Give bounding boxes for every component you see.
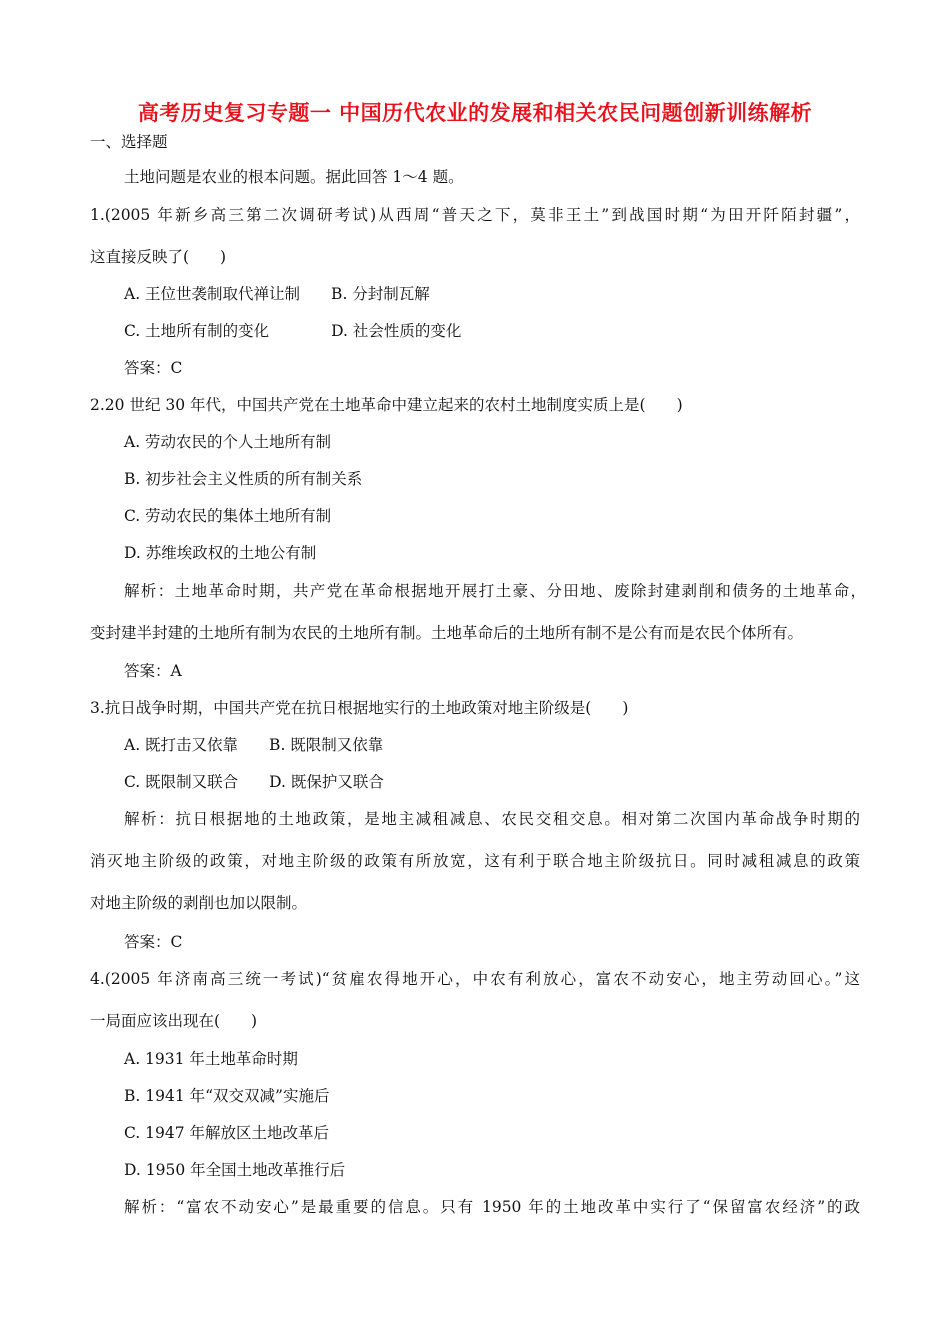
q2-explanation-line-1: 解析：土地革命时期，共产党在革命根据地开展打土豪、分田地、废除封建剥削和债务的土地革命， <box>124 582 866 600</box>
q2-option-d: D. 苏维埃政权的土地公有制 <box>124 544 317 562</box>
q3-stem-line-1: 3.抗日战争时期，中国共产党在抗日根据地实行的土地政策对地主阶级是( ) <box>90 699 629 717</box>
q3-options-row-1: A. 既打击又依靠 B. 既限制又依靠 <box>124 736 384 754</box>
q2-option-a: A. 劳动农民的个人土地所有制 <box>124 433 332 451</box>
q1-answer: 答案：C <box>124 359 183 377</box>
q3-answer: 答案：C <box>124 933 183 951</box>
q3-explanation-line-2: 消灭地主阶级的政策，对地主阶级的政策有所放宽，这有利于联合地主阶级抗日。同时减租减息的政策 <box>90 852 860 870</box>
q4-option-b: B. 1941 年“双交双减”实施后 <box>124 1087 330 1105</box>
document-title: 高考历史复习专题一 中国历代农业的发展和相关农民问题创新训练解析 <box>137 101 813 125</box>
q4-option-c: C. 1947 年解放区土地改革后 <box>124 1124 330 1142</box>
q4-option-a: A. 1931 年土地革命时期 <box>124 1050 298 1068</box>
q2-option-c: C. 劳动农民的集体土地所有制 <box>124 507 332 525</box>
intro-text: 土地问题是农业的根本问题。据此回答 1～4 题。 <box>124 168 464 186</box>
section-heading: 一、选择题 <box>90 133 168 151</box>
q4-stem-line-1: 4.(2005 年济南高三统一考试)“贫雇农得地开心，中农有利放心，富农不动安心，地主劳动回心。”这 <box>90 970 860 988</box>
q1-stem-line-2: 这直接反映了( ) <box>90 248 227 266</box>
q3-options-row-2: C. 既限制又联合 D. 既保护又联合 <box>124 773 384 791</box>
q2-answer: 答案：A <box>124 662 182 680</box>
q4-explanation-line-1: 解析：“富农不动安心”是最重要的信息。只有 1950 年的土地改革中实行了“保留富农经济”的政 <box>124 1198 860 1216</box>
q1-options-row-1: A. 王位世袭制取代禅让制 B. 分封制瓦解 <box>124 285 430 303</box>
q4-option-d: D. 1950 年全国土地改革推行后 <box>124 1161 346 1179</box>
q1-options-row-2: C. 土地所有制的变化 D. 社会性质的变化 <box>124 322 462 340</box>
q2-explanation-line-2: 变封建半封建的土地所有制为农民的土地所有制。土地革命后的土地所有制不是公有而是农民个体所有。 <box>90 624 804 642</box>
q3-explanation-line-3: 对地主阶级的剥削也加以限制。 <box>90 894 308 912</box>
q1-stem-line-1: 1.(2005 年新乡高三第二次调研考试)从西周“普天之下，莫非王土”到战国时期“为田开阡陌封疆”， <box>90 206 860 224</box>
q4-stem-line-2: 一局面应该出现在( ) <box>90 1012 258 1030</box>
q2-option-b: B. 初步社会主义性质的所有制关系 <box>124 470 363 488</box>
q3-explanation-line-1: 解析：抗日根据地的土地政策，是地主减租减息、农民交租交息。相对第二次国内革命战争时期的 <box>124 810 860 828</box>
q2-stem-line-1: 2.20 世纪 30 年代，中国共产党在土地革命中建立起来的农村土地制度实质上是( ) <box>90 396 683 414</box>
